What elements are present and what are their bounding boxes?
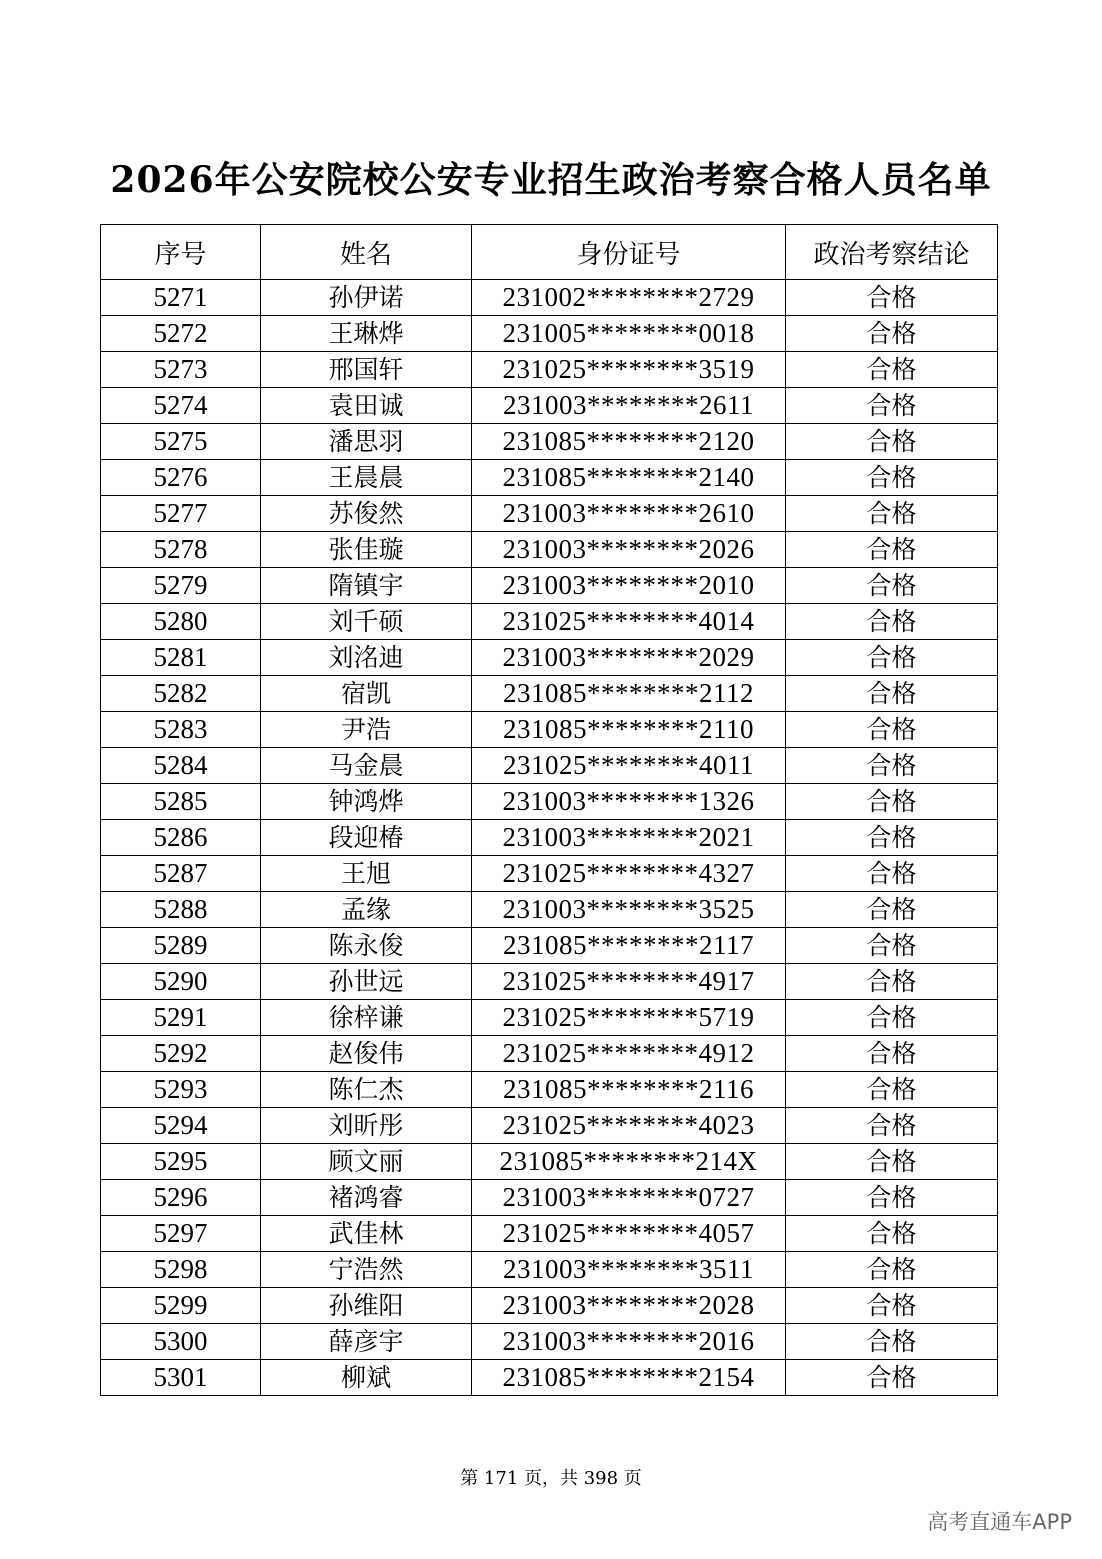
conclusion-cell: 合格 xyxy=(786,640,998,676)
table-row xyxy=(101,1288,998,1324)
table-row xyxy=(101,532,998,568)
conclusion-cell: 合格 xyxy=(786,892,998,928)
name-cell: 宿凯 xyxy=(261,676,472,712)
table-row xyxy=(101,460,998,496)
id-number-cell: 231002********2729 xyxy=(472,280,786,316)
name-cell: 宁浩然 xyxy=(261,1252,472,1288)
serial-cell: 5296 xyxy=(101,1180,261,1216)
table-row xyxy=(101,748,998,784)
id-number-cell: 231085********2110 xyxy=(472,712,786,748)
id-number-cell: 231085********2120 xyxy=(472,424,786,460)
id-number-cell: 231005********0018 xyxy=(472,316,786,352)
conclusion-cell: 合格 xyxy=(786,784,998,820)
table-body xyxy=(101,280,998,1396)
name-cell: 刘洺迪 xyxy=(261,640,472,676)
id-number-cell: 231025********4014 xyxy=(472,604,786,640)
conclusion-cell: 合格 xyxy=(786,352,998,388)
id-number-cell: 231085********2116 xyxy=(472,1072,786,1108)
conclusion-cell: 合格 xyxy=(786,856,998,892)
table-row xyxy=(101,604,998,640)
conclusion-cell: 合格 xyxy=(786,1324,998,1360)
watermark: 高考直通车APP xyxy=(927,1510,1072,1534)
id-number-cell: 231025********4011 xyxy=(472,748,786,784)
table-row xyxy=(101,316,998,352)
conclusion-cell: 合格 xyxy=(786,964,998,1000)
name-cell: 袁田诚 xyxy=(261,388,472,424)
table-row xyxy=(101,1108,998,1144)
table-row xyxy=(101,820,998,856)
table-row xyxy=(101,928,998,964)
id-number-cell: 231003********3511 xyxy=(472,1252,786,1288)
name-cell: 隋镇宇 xyxy=(261,568,472,604)
id-number-cell: 231085********2117 xyxy=(472,928,786,964)
id-number-cell: 231085********214X xyxy=(472,1144,786,1180)
conclusion-cell: 合格 xyxy=(786,1360,998,1396)
id-number-cell: 231003********2016 xyxy=(472,1324,786,1360)
serial-cell: 5276 xyxy=(101,460,261,496)
serial-cell: 5283 xyxy=(101,712,261,748)
serial-cell: 5301 xyxy=(101,1360,261,1396)
serial-cell: 5277 xyxy=(101,496,261,532)
table-row xyxy=(101,676,998,712)
name-cell: 段迎椿 xyxy=(261,820,472,856)
conclusion-cell: 合格 xyxy=(786,1216,998,1252)
table-row xyxy=(101,280,998,316)
serial-cell: 5278 xyxy=(101,532,261,568)
name-cell: 孟缘 xyxy=(261,892,472,928)
name-cell: 苏俊然 xyxy=(261,496,472,532)
conclusion-cell: 合格 xyxy=(786,1108,998,1144)
conclusion-cell: 合格 xyxy=(786,1288,998,1324)
id-number-cell: 231025********4057 xyxy=(472,1216,786,1252)
page-title: 2026年公安院校公安专业招生政治考察合格人员名单 xyxy=(110,159,992,201)
serial-cell: 5300 xyxy=(101,1324,261,1360)
name-cell: 刘千硕 xyxy=(261,604,472,640)
serial-cell: 5290 xyxy=(101,964,261,1000)
conclusion-cell: 合格 xyxy=(786,712,998,748)
table-row xyxy=(101,424,998,460)
serial-cell: 5274 xyxy=(101,388,261,424)
table-row xyxy=(101,1216,998,1252)
id-number-cell: 231003********2028 xyxy=(472,1288,786,1324)
column-header-conclusion: 政治考察结论 xyxy=(786,225,998,280)
conclusion-cell: 合格 xyxy=(786,1144,998,1180)
serial-cell: 5298 xyxy=(101,1252,261,1288)
serial-cell: 5288 xyxy=(101,892,261,928)
id-number-cell: 231025********5719 xyxy=(472,1000,786,1036)
conclusion-cell: 合格 xyxy=(786,1072,998,1108)
id-number-cell: 231003********2026 xyxy=(472,532,786,568)
id-number-cell: 231025********4917 xyxy=(472,964,786,1000)
name-cell: 钟鸿烨 xyxy=(261,784,472,820)
name-cell: 赵俊伟 xyxy=(261,1036,472,1072)
table-row xyxy=(101,784,998,820)
table-row xyxy=(101,1360,998,1396)
table-row xyxy=(101,1252,998,1288)
name-cell: 孙世远 xyxy=(261,964,472,1000)
serial-cell: 5287 xyxy=(101,856,261,892)
serial-cell: 5293 xyxy=(101,1072,261,1108)
name-cell: 顾文丽 xyxy=(261,1144,472,1180)
table-row xyxy=(101,640,998,676)
name-cell: 陈仁杰 xyxy=(261,1072,472,1108)
serial-cell: 5272 xyxy=(101,316,261,352)
name-cell: 孙维阳 xyxy=(261,1288,472,1324)
header-row xyxy=(101,225,998,280)
id-number-cell: 231003********2010 xyxy=(472,568,786,604)
name-cell: 王琳烨 xyxy=(261,316,472,352)
serial-cell: 5282 xyxy=(101,676,261,712)
id-number-cell: 231003********2610 xyxy=(472,496,786,532)
id-number-cell: 231003********0727 xyxy=(472,1180,786,1216)
name-cell: 王晨晨 xyxy=(261,460,472,496)
table-row xyxy=(101,1000,998,1036)
name-cell: 薛彦宇 xyxy=(261,1324,472,1360)
serial-cell: 5294 xyxy=(101,1108,261,1144)
column-header-name: 姓名 xyxy=(261,225,472,280)
name-cell: 潘思羽 xyxy=(261,424,472,460)
serial-cell: 5273 xyxy=(101,352,261,388)
serial-cell: 5285 xyxy=(101,784,261,820)
serial-cell: 5284 xyxy=(101,748,261,784)
name-cell: 王旭 xyxy=(261,856,472,892)
name-cell: 孙伊诺 xyxy=(261,280,472,316)
name-cell: 柳斌 xyxy=(261,1360,472,1396)
name-cell: 刘昕彤 xyxy=(261,1108,472,1144)
id-number-cell: 231085********2112 xyxy=(472,676,786,712)
table-row xyxy=(101,388,998,424)
serial-cell: 5281 xyxy=(101,640,261,676)
table-row xyxy=(101,1036,998,1072)
column-header-serial: 序号 xyxy=(101,225,261,280)
conclusion-cell: 合格 xyxy=(786,1000,998,1036)
name-cell: 褚鸿睿 xyxy=(261,1180,472,1216)
id-number-cell: 231025********4327 xyxy=(472,856,786,892)
conclusion-cell: 合格 xyxy=(786,604,998,640)
serial-cell: 5271 xyxy=(101,280,261,316)
page-number: 第 171 页，共 398 页 xyxy=(460,1468,642,1489)
conclusion-cell: 合格 xyxy=(786,928,998,964)
conclusion-cell: 合格 xyxy=(786,676,998,712)
column-header-id-number: 身份证号 xyxy=(472,225,786,280)
serial-cell: 5299 xyxy=(101,1288,261,1324)
id-number-cell: 231003********3525 xyxy=(472,892,786,928)
id-number-cell: 231003********2029 xyxy=(472,640,786,676)
id-number-cell: 231003********1326 xyxy=(472,784,786,820)
serial-cell: 5280 xyxy=(101,604,261,640)
name-cell: 武佳林 xyxy=(261,1216,472,1252)
conclusion-cell: 合格 xyxy=(786,532,998,568)
serial-cell: 5295 xyxy=(101,1144,261,1180)
serial-cell: 5291 xyxy=(101,1000,261,1036)
conclusion-cell: 合格 xyxy=(786,1180,998,1216)
name-cell: 尹浩 xyxy=(261,712,472,748)
name-cell: 陈永俊 xyxy=(261,928,472,964)
conclusion-cell: 合格 xyxy=(786,316,998,352)
id-number-cell: 231003********2611 xyxy=(472,388,786,424)
conclusion-cell: 合格 xyxy=(786,496,998,532)
id-number-cell: 231025********3519 xyxy=(472,352,786,388)
table-row xyxy=(101,712,998,748)
conclusion-cell: 合格 xyxy=(786,820,998,856)
serial-cell: 5292 xyxy=(101,1036,261,1072)
name-cell: 徐梓谦 xyxy=(261,1000,472,1036)
table-row xyxy=(101,1180,998,1216)
roster-table xyxy=(100,224,998,1396)
id-number-cell: 231003********2021 xyxy=(472,820,786,856)
conclusion-cell: 合格 xyxy=(786,388,998,424)
serial-cell: 5286 xyxy=(101,820,261,856)
conclusion-cell: 合格 xyxy=(786,424,998,460)
serial-cell: 5289 xyxy=(101,928,261,964)
conclusion-cell: 合格 xyxy=(786,280,998,316)
conclusion-cell: 合格 xyxy=(786,568,998,604)
table-row xyxy=(101,568,998,604)
conclusion-cell: 合格 xyxy=(786,460,998,496)
table-row xyxy=(101,1144,998,1180)
name-cell: 马金晨 xyxy=(261,748,472,784)
table-row xyxy=(101,496,998,532)
table-row xyxy=(101,352,998,388)
conclusion-cell: 合格 xyxy=(786,748,998,784)
conclusion-cell: 合格 xyxy=(786,1252,998,1288)
table-row xyxy=(101,892,998,928)
id-number-cell: 231085********2154 xyxy=(472,1360,786,1396)
table-row xyxy=(101,1072,998,1108)
serial-cell: 5279 xyxy=(101,568,261,604)
id-number-cell: 231025********4023 xyxy=(472,1108,786,1144)
conclusion-cell: 合格 xyxy=(786,1036,998,1072)
table-row xyxy=(101,856,998,892)
id-number-cell: 231085********2140 xyxy=(472,460,786,496)
name-cell: 邢国轩 xyxy=(261,352,472,388)
serial-cell: 5297 xyxy=(101,1216,261,1252)
serial-cell: 5275 xyxy=(101,424,261,460)
id-number-cell: 231025********4912 xyxy=(472,1036,786,1072)
table-row xyxy=(101,964,998,1000)
table-row xyxy=(101,1324,998,1360)
name-cell: 张佳璇 xyxy=(261,532,472,568)
table-header xyxy=(101,225,998,280)
